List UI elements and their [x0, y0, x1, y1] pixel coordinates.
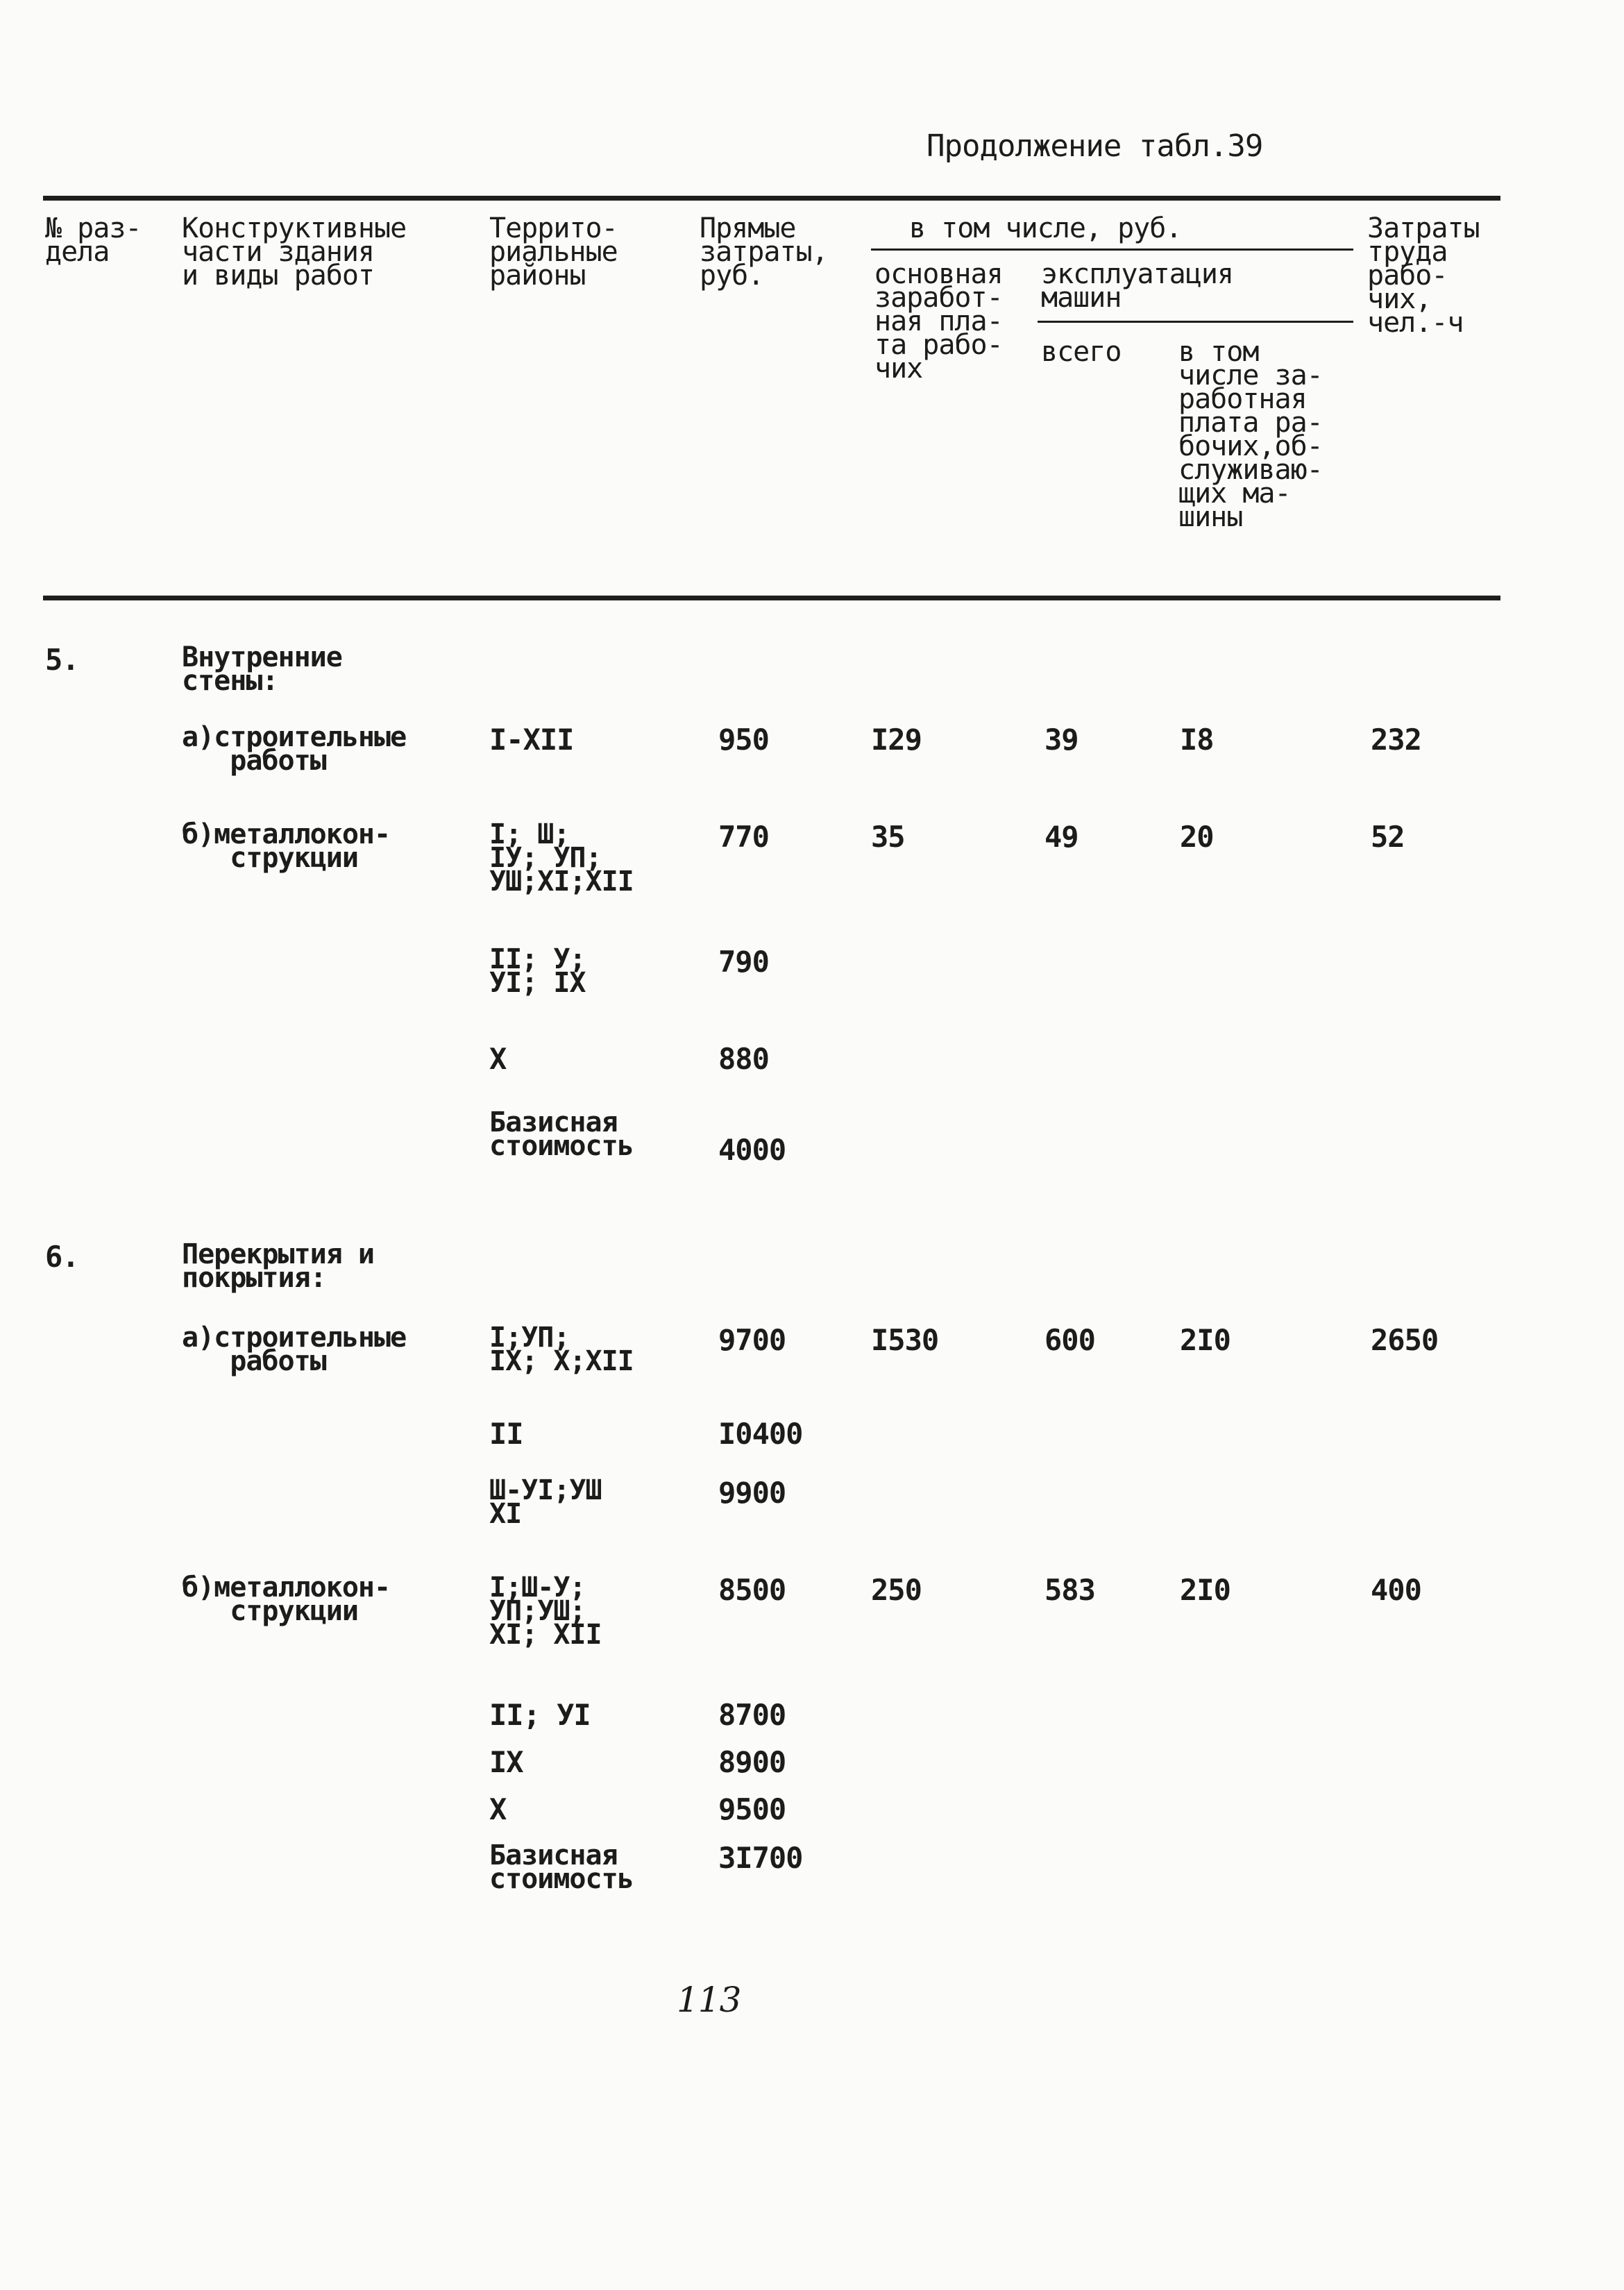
s5-b-direct-3: 880: [718, 1042, 769, 1076]
s6-a-machines-wage: 2I0: [1180, 1323, 1230, 1357]
header-bottom-rule: [43, 596, 1500, 600]
s5-a-machines: 39: [1044, 723, 1079, 757]
s5-a-machines-wage: I8: [1180, 723, 1214, 757]
s6-b-direct-4: 9500: [718, 1792, 786, 1826]
header-base-wage: основная заработ- ная пла- та рабо- чих: [874, 258, 1003, 385]
s6-b-region-5: Базисная стоимость: [489, 1839, 634, 1895]
s6-b-machines-wage: 2I0: [1180, 1573, 1230, 1607]
s5-b-labor: 52: [1371, 820, 1405, 854]
header-including: в том числе, руб.: [909, 212, 1182, 244]
s6-b-direct-1: 8500: [718, 1573, 786, 1607]
section-6-title: Перекрытия и покрытия:: [182, 1238, 374, 1294]
section-5-title: Внутренние стены:: [182, 641, 342, 697]
page-number: 113: [677, 1980, 741, 2020]
incl-underline: [871, 249, 1353, 251]
s6-b-direct-3: 8900: [718, 1745, 786, 1779]
s5-b-region-4: Базисная стоимость: [489, 1106, 634, 1162]
s6-b-direct-5: 3I700: [718, 1841, 803, 1875]
continuation-label: Продолжение табл.39: [927, 128, 1263, 164]
section-5-number: 5.: [45, 643, 79, 677]
s5-b-machines: 49: [1044, 820, 1079, 854]
s5-b-direct-4: 4000: [718, 1133, 786, 1167]
s6-b-direct-2: 8700: [718, 1698, 786, 1732]
header-labor-costs: Затраты труда рабо- чих, чел.-ч: [1367, 212, 1480, 339]
s5-b-direct-1: 770: [718, 820, 769, 854]
s6-a-direct-2: I0400: [718, 1417, 803, 1451]
s6-b-machines: 583: [1044, 1573, 1095, 1607]
s6-a-direct-1: 9700: [718, 1323, 786, 1357]
s5-a-label: а)строительные работы: [182, 721, 407, 777]
s5-a-direct: 950: [718, 723, 769, 757]
header-direct-costs: Прямые затраты, руб.: [700, 212, 828, 292]
header-machines-wage: в том числе за- работная плата ра- бочих,об- служиваю- щих ма- шины: [1178, 336, 1323, 533]
header-machines-total: всего: [1041, 336, 1122, 368]
s6-b-wage: 250: [871, 1573, 922, 1607]
s6-b-region-2: II; УI: [489, 1698, 591, 1732]
header-structural-parts: Конструктивные части здания и виды работ: [182, 212, 407, 292]
s6-a-wage: I530: [871, 1323, 939, 1357]
s6-b-region-3: IX: [489, 1745, 523, 1779]
s6-b-label: б)металлокон- струкции: [182, 1572, 391, 1627]
s6-a-region-3: Ш-УI;УШ XI: [489, 1474, 602, 1530]
s5-a-region: I-XII: [489, 723, 574, 757]
machines-underline: [1038, 321, 1353, 323]
section-6-number: 6.: [45, 1240, 79, 1274]
s6-a-region-2: II: [489, 1417, 523, 1451]
s6-b-region-1: I;Ш-У; УП;УШ; XI; XII: [489, 1572, 602, 1651]
s6-b-labor: 400: [1371, 1573, 1421, 1607]
s5-b-machines-wage: 20: [1180, 820, 1214, 854]
s5-b-wage: 35: [871, 820, 905, 854]
s5-a-labor: 232: [1371, 723, 1421, 757]
s5-a-wage: I29: [871, 723, 922, 757]
s6-a-labor: 2650: [1371, 1323, 1439, 1357]
s5-b-label: б)металлокон- струкции: [182, 818, 391, 874]
s5-b-direct-2: 790: [718, 945, 769, 979]
s5-b-region-1: I; Ш; IУ; УП; УШ;XI;XII: [489, 818, 634, 898]
header-machine-operation: эксплуатация машин: [1041, 258, 1233, 314]
header-section-number: № раз- дела: [45, 212, 142, 268]
header-top-rule: [43, 196, 1500, 201]
s5-b-region-3: X: [489, 1042, 507, 1076]
s6-b-region-4: X: [489, 1792, 507, 1826]
header-regions: Террито- риальные районы: [489, 212, 618, 292]
s6-a-region-1: I;УП; IX; X;XII: [489, 1322, 634, 1377]
s6-a-machines: 600: [1044, 1323, 1095, 1357]
s6-a-direct-3: 9900: [718, 1476, 786, 1510]
s5-b-region-2: II; У; УI; IX: [489, 943, 586, 999]
s6-a-label: а)строительные работы: [182, 1322, 407, 1377]
